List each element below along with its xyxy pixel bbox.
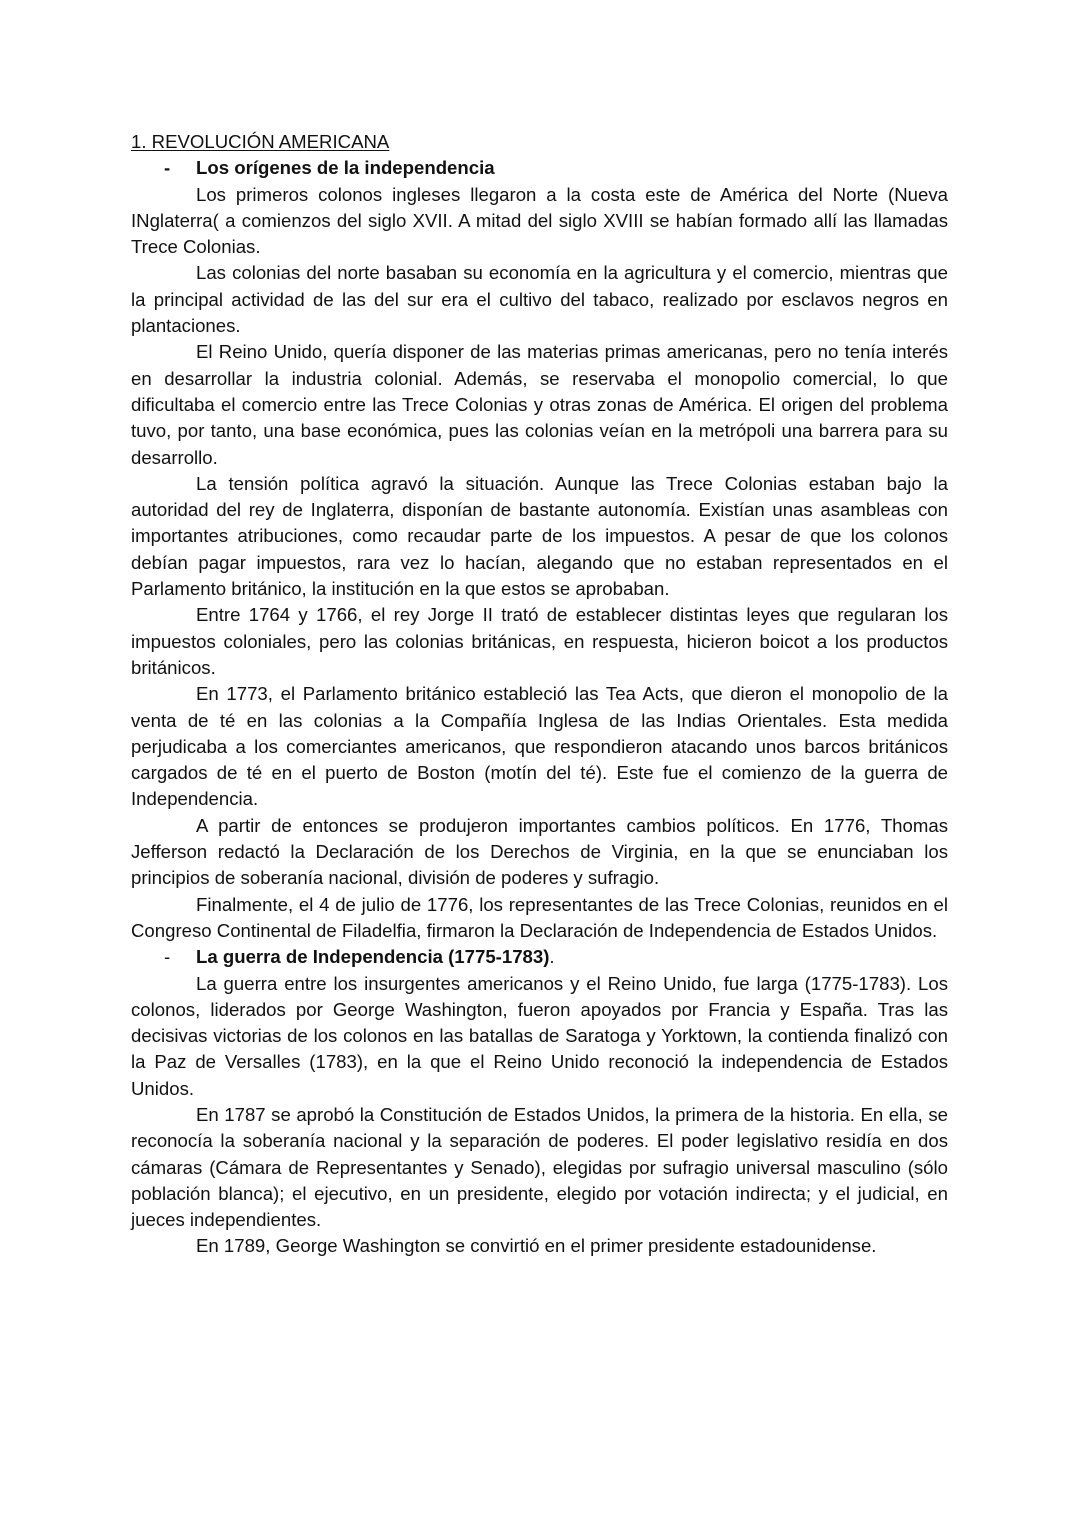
- paragraph: La tensión política agravó la situación. Aunque las Trece Colonias estaban bajo la autoridad del rey de Inglaterra, disponían de bastante autonomía. Existían unas asambleas con importantes atribuciones, como recaudar parte de los impuestos. A pesar de que los colonos debían pagar impuestos, rara vez lo hacían, alegando que no estaban representados en el Parlamento británico, la institución en la que estos se aprobaban.: [131, 472, 948, 600]
- paragraph: La guerra entre los insurgentes americanos y el Reino Unido, fue larga (1775-1783). Los colonos, liderados por George Washington, fueron apoyados por Francia y España. Tras las decisivas victorias de los colonos en las batallas de Saratoga y Yorktown, la contienda finalizó con la Paz de Versalles (1783), en la que el Reino Unido reconoció la independencia de Estados Unidos.: [131, 972, 948, 1099]
- paragraph: En 1789, George Washington se convirtió en el primer presidente estadounidense.: [196, 1235, 877, 1257]
- section-heading-origins: [131, 155, 948, 181]
- paragraph: Finalmente, el 4 de julio de 1776, los representantes de las Trece Colonias, reunidos en el Congreso Continental de Filadelfia, firmaron la Declaración de Independencia de Estados Unidos.: [131, 893, 948, 941]
- section-heading-trail: .: [549, 946, 555, 968]
- bullet-dash: -: [164, 157, 171, 179]
- paragraph: En 1773, el Parlamento británico estableció las Tea Acts, que dieron el monopolio de la venta de té en las colonias a la Compañía Inglesa de las Indias Orientales. Esta medida perjudicaba a los comerciantes americanos, que respondieron atacando unos barcos británicos cargados de té en el puerto de Boston (motín del té). Este fue el comienzo de la guerra de Independencia.: [131, 683, 948, 810]
- document-title: 1. REVOLUCIÓN AMERICANA: [131, 131, 390, 152]
- paragraph: El Reino Unido, quería disponer de las materias primas americanas, pero no tenía interés en desarrollar la industria colonial. Además, se reservaba el monopolio comercial, lo que dificultaba el comercio entre las Trece Colonias y otras zonas de América. El origen del problema tuvo, por tanto, una base económica, pues las colonias veían en la metrópoli una barrera para su desarrollo.: [131, 341, 948, 468]
- section-heading-label: La guerra de Independencia (1775-1783): [196, 946, 550, 968]
- paragraph: Las colonias del norte basaban su economía en la agricultura y el comercio, mientras que la principal actividad de las del sur era el cultivo del tabaco, realizado por esclavos negros en plantaciones.: [131, 262, 948, 337]
- paragraph: Los primeros colonos ingleses llegaron a la costa este de América del Norte (Nueva INglaterra( a comienzos del siglo XVII. A mitad del siglo XVIII se habían formado allí las llamadas Trece Colonias.: [131, 183, 948, 258]
- bullet-dash: -: [164, 946, 171, 968]
- paragraph: Entre 1764 y 1766, el rey Jorge II trató de establecer distintas leyes que regularan los impuestos coloniales, pero las colonias británicas, en respuesta, hicieron boicot a los productos británicos.: [131, 604, 948, 678]
- document-page: [131, 129, 948, 1260]
- section-heading-label: Los orígenes de la independencia: [196, 157, 495, 179]
- paragraph: En 1787 se aprobó la Constitución de Estados Unidos, la primera de la historia. En ella, se reconocía la soberanía nacional y la separación de poderes. El poder legislativo residía en dos cámaras (Cámara de Representantes y Senado), elegidas por sufragio universal masculino (sólo población blanca); el ejecutivo, en un presidente, elegido por votación indirecta; y el judicial, en jueces independientes.: [131, 1103, 948, 1231]
- paragraph: A partir de entonces se produjeron importantes cambios políticos. En 1776, Thomas Jefferson redactó la Declaración de los Derechos de Virginia, en la que se enunciaban los principios de soberanía nacional, división de poderes y sufragio.: [131, 814, 948, 889]
- section-heading-war: [131, 944, 948, 970]
